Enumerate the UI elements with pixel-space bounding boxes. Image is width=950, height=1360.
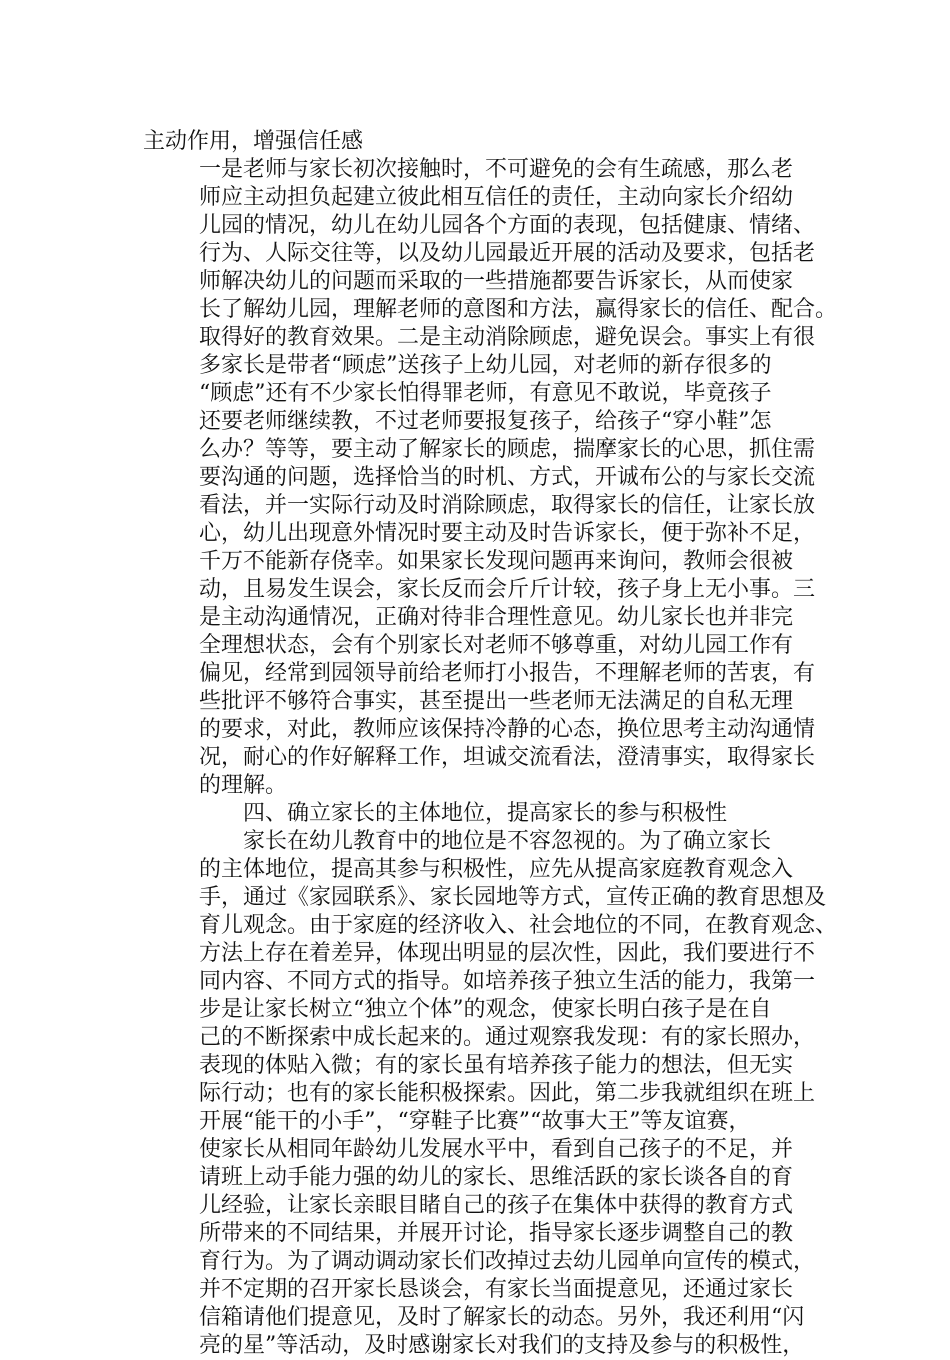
- text-line: 全理想状态，会有个别家长对老师不够尊重，对幼儿园工作有: [199, 633, 794, 658]
- text-line: 育儿观念。由于家庭的经济收入、社会地位的不同，在教育观念、: [199, 913, 838, 938]
- text-line: 际行动；也有的家长能积极探索。因此，第二步我就组织在班上: [199, 1081, 816, 1106]
- text-line: 行为、人际交往等，以及幼儿园最近开展的活动及要求，包括老: [199, 241, 816, 266]
- text-line: 师应主动担负起建立彼此相互信任的责任，主动向家长介绍幼: [199, 185, 794, 210]
- text-line: 还要老师继续教，不过老师要报复孩子，给孩子“穿小鞋”怎: [199, 409, 772, 434]
- text-line: 些批评不够符合事实，甚至提出一些老师无法满足的自私无理: [199, 689, 794, 714]
- body-text: [199, 156, 837, 1360]
- text-line: 看法，并一实际行动及时消除顾虑，取得家长的信任，让家长放: [199, 493, 816, 518]
- text-line: 家长在幼儿教育中的地位是不容忽视的。为了确立家长: [199, 829, 772, 854]
- text-line: 四、确立家长的主体地位，提高家长的参与积极性: [199, 801, 728, 826]
- text-line: 要沟通的问题，选择恰当的时机、方式，开诚布公的与家长交流: [199, 465, 816, 490]
- text-line: 的要求，对此，教师应该保持冷静的心态，换位思考主动沟通情: [199, 717, 816, 742]
- text-line: 所带来的不同结果，并展开讨论，指导家长逐步调整自己的教: [199, 1221, 794, 1246]
- text-line: 师解决幼儿的问题而采取的一些措施都要告诉家长，从而使家: [199, 269, 794, 294]
- text-line: 动，且易发生误会，家长反而会斤斤计较，孩子身上无小事。三: [199, 577, 816, 602]
- text-line: 多家长是带者“顾虑”送孩子上幼儿园，对老师的新存很多的: [199, 353, 772, 378]
- text-line: 手，通过《家园联系》、家长园地等方式，宣传正确的教育思想及: [199, 885, 827, 910]
- section-heading: 主动作用，增强信任感: [143, 129, 364, 154]
- text-line: 同内容、不同方式的指导。如培养孩子独立生活的能力，我第一: [199, 969, 816, 994]
- text-line: 况，耐心的作好解释工作，坦诚交流看法，澄清事实，取得家长: [199, 745, 816, 770]
- text-line: 儿园的情况，幼儿在幼儿园各个方面的表现，包括健康、情绪、: [199, 213, 816, 238]
- text-line: 千万不能新存侥幸。如果家长发现问题再来询问，教师会很被: [199, 549, 794, 574]
- text-line: 方法上存在着差异，体现出明显的层次性，因此，我们要进行不: [199, 941, 816, 966]
- text-line: 取得好的教育效果。二是主动消除顾虑，避免误会。事实上有很: [199, 325, 816, 350]
- text-line: 育行为。为了调动调动家长们改掉过去幼儿园单向宣传的模式，: [199, 1249, 816, 1274]
- text-line: 使家长从相同年龄幼儿发展水平中，看到自己孩子的不足，并: [199, 1137, 794, 1162]
- text-line: 己的不断探索中成长起来的。通过观察我发现：有的家长照办，: [199, 1025, 816, 1050]
- text-line: 信箱请他们提意见，及时了解家长的动态。另外，我还利用“闪: [199, 1305, 805, 1330]
- text-line: 是主动沟通情况，正确对待非合理性意见。幼儿家长也并非完: [199, 605, 794, 630]
- text-line: 并不定期的召开家长恳谈会，有家长当面提意见，还通过家长: [199, 1277, 794, 1302]
- text-line: 的主体地位，提高其参与积极性，应先从提高家庭教育观念入: [199, 857, 794, 882]
- text-line: “顾虑”还有不少家长怕得罪老师，有意见不敢说，毕竟孩子: [199, 381, 772, 406]
- text-line: 亮的星”等活动，及时感谢家长对我们的支持及参与的积极性，: [199, 1333, 805, 1358]
- text-line: 步是让家长树立“独立个体”的观念，使家长明白孩子是在自: [199, 997, 772, 1022]
- text-line: 的理解。: [199, 773, 288, 798]
- text-line: 请班上动手能力强的幼儿的家长、思维活跃的家长谈各自的育: [199, 1165, 794, 1190]
- text-line: 儿经验，让家长亲眼目睹自己的孩子在集体中获得的教育方式: [199, 1193, 794, 1218]
- text-line: 心，幼儿出现意外情况时要主动及时告诉家长，便于弥补不足，: [199, 521, 816, 546]
- text-line: 偏见，经常到园领导前给老师打小报告，不理解老师的苦衷，有: [199, 661, 816, 686]
- text-line: 表现的体贴入微；有的家长虽有培养孩子能力的想法，但无实: [199, 1053, 794, 1078]
- text-line: 开展“能干的小手”，“穿鞋子比赛”“故事大王”等友谊赛，: [199, 1109, 751, 1134]
- text-line: 一是老师与家长初次接触时，不可避免的会有生疏感，那么老: [199, 157, 794, 182]
- text-line: 么办？等等，要主动了解家长的顾虑，揣摩家长的心思，抓住需: [199, 437, 816, 462]
- text-line: 长了解幼儿园，理解老师的意图和方法，赢得家长的信任、配合。: [199, 297, 838, 322]
